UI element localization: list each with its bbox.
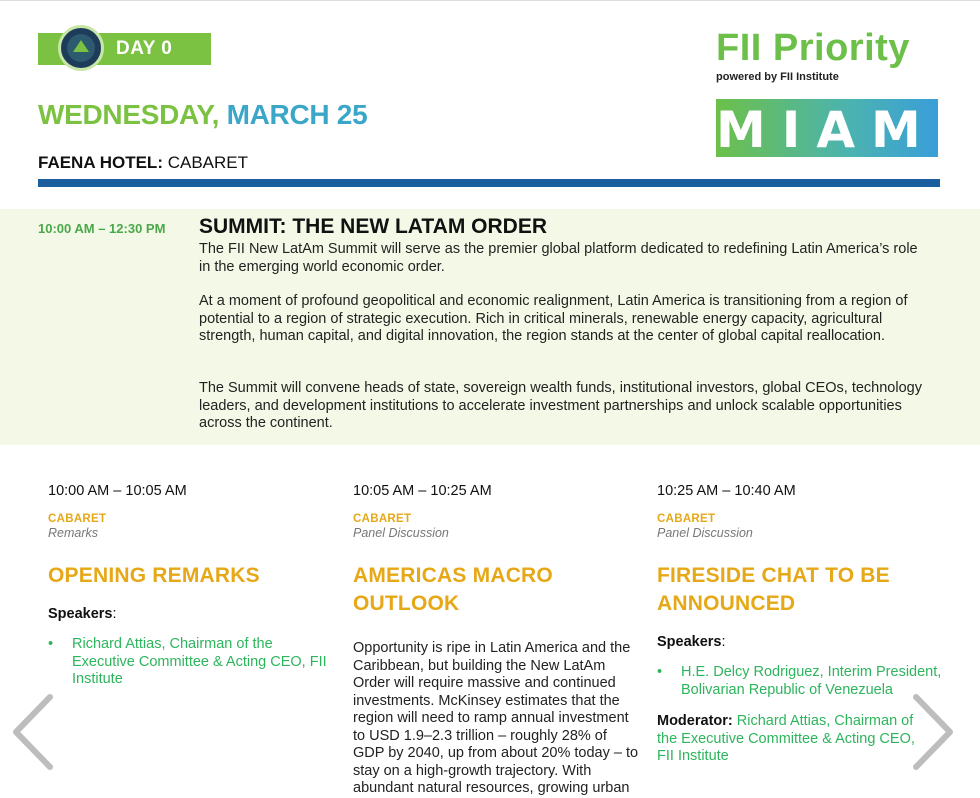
brand-logo: FII Priority [716,27,910,69]
summit-paragraph: The FII New LatAm Summit will serve as the premier global platform dedicated to redefining Latin America’s role in the emerging world economic order. [199,241,918,275]
speakers-heading: Speakers: [657,634,726,650]
summit-paragraph: At a moment of profound geopolitical and economic realignment, Latin America is transitioning from a region of potential to a region of strategic execution. Rich in critical minerals, renewable energy capacity, agricultural strength, human capital, and digital innovation, the region stands at the center of global capital reallocation. [199,293,908,344]
session-type: Remarks [48,526,99,540]
venue-line: FAENA HOTEL: CABARET [38,153,249,172]
session-title: AMERICAS MACRO OUTLOOK [353,564,553,615]
moderator-line: Moderator: Richard Attias, Chairman of the Executive Committee & Acting CEO, FII Institute [657,713,915,764]
speaker-item: • H.E. Delcy Rodriguez, Interim President, Bolivarian Republic of Venezuela [657,664,942,698]
session-americas-macro-outlook [353,483,643,798]
header-divider [38,179,940,187]
brand-tagline: powered by FII Institute [716,71,839,83]
chevron-right-icon[interactable] [906,691,960,773]
session-time: 10:05 AM – 10:25 AM [353,483,492,499]
session-time: 10:00 AM – 10:05 AM [48,483,187,499]
session-type: Panel Discussion [353,526,449,540]
session-title: OPENING REMARKS [48,564,260,587]
speaker-item: • Richard Attias, Chairman of the Executive Committee & Acting CEO, FII Institute [48,636,327,687]
city-logo: MIAMI [716,101,972,159]
summit-time: 10:00 AM – 12:30 PM [38,221,166,236]
session-venue: CABARET [657,513,716,525]
session-title: FIRESIDE CHAT TO BE ANNOUNCED [657,564,890,615]
session-fireside-chat [657,483,947,766]
chevron-left-icon[interactable] [6,691,60,773]
session-opening-remarks [48,483,338,689]
session-description: Opportunity is ripe in Latin America and the Caribbean, but building the New LatAm Order will require massive and continued investments. McKinsey estimates that the region will need to ramp annual investment to USD 1.9–2.3 trillion – roughly 28% of GDP by 2040, up from about 20% today – to stay on a high-growth trajectory. With abundant natural resources, growing urban [353,640,639,796]
summit-paragraph: The Summit will convene heads of state, sovereign wealth funds, institutional investors, global CEOs, technology leaders, and development institutions to accelerate investment partnerships and unlock scalable opportunities across the continent. [199,380,922,431]
fii-emblem-icon [58,25,104,71]
page-title: WEDNESDAY, MARCH 25 [38,99,368,130]
session-time: 10:25 AM – 10:40 AM [657,483,796,499]
session-venue: CABARET [353,513,412,525]
speaker-list [48,636,338,689]
speaker-list [657,664,947,699]
summit-title: SUMMIT: THE NEW LATAM ORDER [199,215,548,238]
day-badge [38,33,211,65]
speakers-heading: Speakers: [48,606,117,622]
session-type: Panel Discussion [657,526,753,540]
day-label: DAY 0 [116,38,173,59]
session-venue: CABARET [48,513,107,525]
